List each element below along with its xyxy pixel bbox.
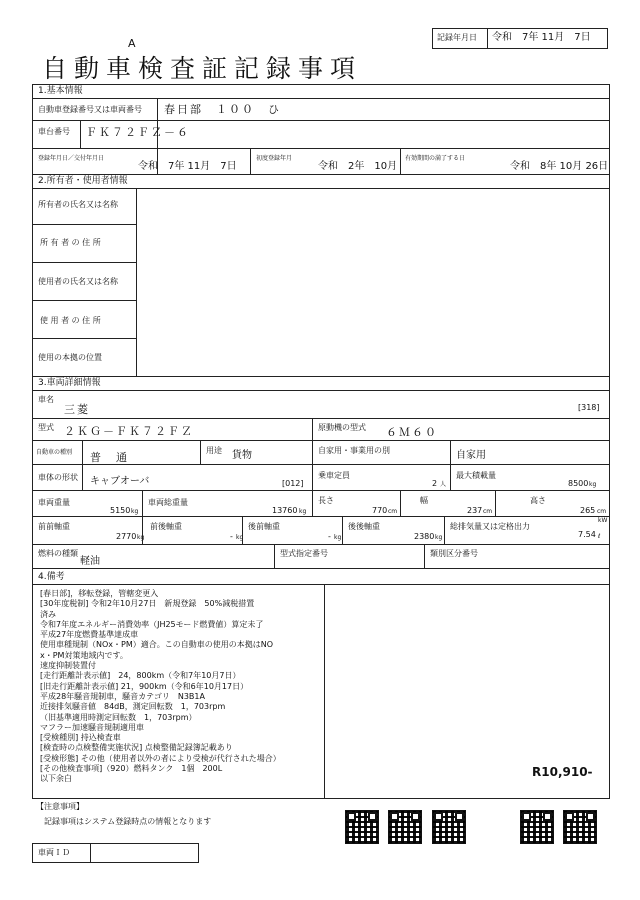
width-label: 幅 bbox=[420, 496, 428, 505]
max-load-value: 8500 bbox=[568, 479, 589, 488]
use-value: 貨物 bbox=[232, 450, 252, 461]
vehicle-weight-label: 車両重量 bbox=[38, 498, 70, 507]
displacement-unit-liter: ℓ bbox=[598, 533, 601, 540]
remark-line: （旧基準適用時測定回転数 1，703rpm） bbox=[40, 712, 197, 722]
height-label: 高さ bbox=[530, 496, 546, 505]
body-shape-value: キャブオーバ bbox=[90, 476, 150, 487]
remark-line: 令和7年度エネルギー消費効率（JH25モード燃費値）算定未了 bbox=[40, 619, 264, 629]
engine-label: 原動機の型式 bbox=[318, 423, 366, 432]
length-unit: cm bbox=[388, 508, 398, 515]
gross-weight-value: 13760 bbox=[272, 506, 298, 515]
owner-name-label: 所有者の氏名又は名称 bbox=[38, 200, 118, 209]
remark-line: [受検種別] 持込検査車 bbox=[40, 733, 121, 743]
vehicle-kind-label: 自動車の種別 bbox=[36, 449, 73, 456]
section1-heading: 1.基本情報 bbox=[38, 86, 83, 96]
model-value: ２ＫＧ－ＦＫ７２ＦＺ bbox=[64, 425, 194, 438]
owner-address-label: 所 有 者 の 住 所 bbox=[40, 238, 101, 247]
front-rear-axle-label: 前後軸重 bbox=[150, 522, 182, 531]
remark-line: [30年度税制] 令和2年10月27日 新規登録 50%減税措置 bbox=[40, 599, 255, 609]
issue-date-label: 登録年月日／交付年月日 bbox=[38, 155, 105, 162]
gross-weight-label: 車両総重量 bbox=[148, 498, 188, 507]
notice-label: 【注意事項】 bbox=[36, 802, 84, 811]
user-name-label: 使用者の氏名又は名称 bbox=[38, 277, 118, 286]
front-rear-axle-value: - bbox=[230, 532, 233, 541]
capacity-unit: 人 bbox=[440, 481, 447, 488]
vehicle-kind-value: 普 通 bbox=[90, 451, 129, 464]
fuel-value: 軽油 bbox=[80, 556, 100, 567]
business-type-value: 自家用 bbox=[456, 450, 486, 461]
gross-weight-unit: kg bbox=[299, 508, 307, 515]
record-date-value: 令和 7年 11月 7日 bbox=[492, 32, 591, 43]
remark-line: [検査時の点検整備実施状況] 点検整備記録簿記載あり bbox=[40, 743, 233, 753]
height-unit: cm bbox=[597, 508, 607, 515]
rear-rear-axle-label: 後後軸重 bbox=[348, 522, 380, 531]
model-label: 型式 bbox=[38, 423, 54, 432]
displacement-value: 7.54 bbox=[578, 530, 596, 539]
qr-code bbox=[563, 810, 597, 844]
category-no-label: 類別区分番号 bbox=[430, 549, 478, 558]
remark-line: 使用車種規制（NOx・PM）適合。この自動車の使用の本拠はNO bbox=[40, 640, 274, 650]
use-label: 用途 bbox=[206, 446, 222, 455]
rear-front-axle-value: - bbox=[328, 532, 331, 541]
remark-line: 済み bbox=[40, 609, 56, 619]
qr-code bbox=[345, 810, 379, 844]
maker-code: [318] bbox=[578, 403, 600, 412]
remark-line: [受検形態] その他（使用者以外の者により受検が代行された場合） bbox=[40, 753, 281, 763]
user-address-label: 使 用 者 の 住 所 bbox=[40, 316, 101, 325]
base-location-label: 使用の本拠の位置 bbox=[38, 353, 102, 362]
expiry-label: 有効期間の満了する日 bbox=[405, 155, 466, 162]
front-front-axle-unit: kg bbox=[137, 534, 145, 541]
body-shape-code: [012] bbox=[282, 479, 304, 488]
capacity-value: 2 bbox=[432, 479, 438, 488]
width-value: 237 bbox=[467, 506, 483, 515]
reg-no-label: 自動車登録番号又は車両番号 bbox=[38, 105, 142, 114]
length-label: 長さ bbox=[318, 496, 334, 505]
width-unit: cm bbox=[483, 508, 493, 515]
displacement-label: 総排気量又は定格出力 bbox=[450, 522, 530, 531]
notice-text: 記録事項はシステム登録時点の情報となります bbox=[44, 817, 212, 826]
max-load-unit: kg bbox=[589, 481, 597, 488]
qr-code bbox=[432, 810, 466, 844]
rear-front-axle-label: 後前軸重 bbox=[248, 522, 280, 531]
capacity-label: 乗車定員 bbox=[318, 471, 350, 480]
qr-code bbox=[520, 810, 554, 844]
remark-line: 平成27年度燃費基準達成車 bbox=[40, 630, 139, 640]
rear-rear-axle-unit: kg bbox=[435, 534, 443, 541]
first-reg-label: 初度登録年月 bbox=[256, 155, 293, 162]
maker-label: 車名 bbox=[38, 395, 54, 404]
remark-line: x・PM対策地域内です。 bbox=[40, 650, 128, 660]
remark-line: マフラー加速騒音規制適用車 bbox=[40, 722, 144, 732]
remark-line: 以下余白 bbox=[40, 774, 72, 784]
remark-line: [走行距離計表示値] 24，800km（令和7年10月7日） bbox=[40, 671, 241, 681]
vehicle-weight-value: 5150 bbox=[110, 506, 131, 515]
remark-line: [旧走行距離計表示値] 21，900km（令和6年10月17日） bbox=[40, 681, 249, 691]
reg-no-value: 春日部 １００ ひ bbox=[164, 103, 281, 116]
rear-front-axle-unit: kg bbox=[334, 534, 342, 541]
page-title: 自動車検査証記録事項 bbox=[42, 54, 363, 83]
maker-value: 三菱 bbox=[64, 403, 90, 416]
issue-date-value: 令和 7年 11月 7日 bbox=[138, 161, 237, 172]
vehicle-id-label: 車両ＩＤ bbox=[38, 848, 70, 857]
record-date-label: 記録年月日 bbox=[437, 33, 477, 42]
front-rear-axle-unit: kg bbox=[236, 534, 244, 541]
vehicle-weight-unit: kg bbox=[131, 508, 139, 515]
designation-no-label: 型式指定番号 bbox=[280, 549, 328, 558]
displacement-unit-kw: kW bbox=[598, 517, 608, 524]
business-type-label: 自家用・事業用の別 bbox=[318, 446, 390, 455]
front-front-axle-value: 2770 bbox=[116, 532, 137, 541]
length-value: 770 bbox=[372, 506, 388, 515]
qr-code bbox=[388, 810, 422, 844]
rear-rear-axle-value: 2380 bbox=[414, 532, 435, 541]
fuel-label: 燃料の種類 bbox=[38, 549, 78, 558]
remarks-list bbox=[40, 589, 320, 785]
first-reg-value: 令和 2年 10月 bbox=[318, 161, 398, 172]
remark-line: [その他検査事項]（920）燃料タンク 1個 200L bbox=[40, 764, 223, 774]
section4-heading: 4.備考 bbox=[38, 572, 65, 582]
body-shape-label: 車体の形状 bbox=[38, 473, 78, 482]
remark-line: 平成28年騒音規制車，騒音カテゴリ N3B1A bbox=[40, 691, 205, 701]
remark-line: [春日部]，移転登録，管轄変更入 bbox=[40, 589, 159, 598]
remark-line: 近接排気騒音値 84dB，測定回転数 1，703rpm bbox=[40, 702, 226, 712]
section3-heading: 3.車両詳細情報 bbox=[38, 378, 101, 388]
header-mark: A bbox=[128, 37, 136, 50]
section2-heading: 2.所有者・使用者情報 bbox=[38, 176, 128, 186]
remark-line: 速度抑制装置付 bbox=[40, 661, 96, 671]
chassis-value: ＦＫ７２ＦＺ－６ bbox=[86, 126, 190, 139]
chassis-label: 車台番号 bbox=[38, 127, 70, 136]
height-value: 265 bbox=[580, 506, 596, 515]
expiry-value: 令和 8年 10月 26日 bbox=[510, 161, 609, 172]
fee-amount: R10,910- bbox=[532, 765, 593, 779]
front-front-axle-label: 前前軸重 bbox=[38, 522, 70, 531]
engine-value: ６Ｍ６０ bbox=[386, 426, 438, 439]
max-load-label: 最大積載量 bbox=[456, 471, 496, 480]
